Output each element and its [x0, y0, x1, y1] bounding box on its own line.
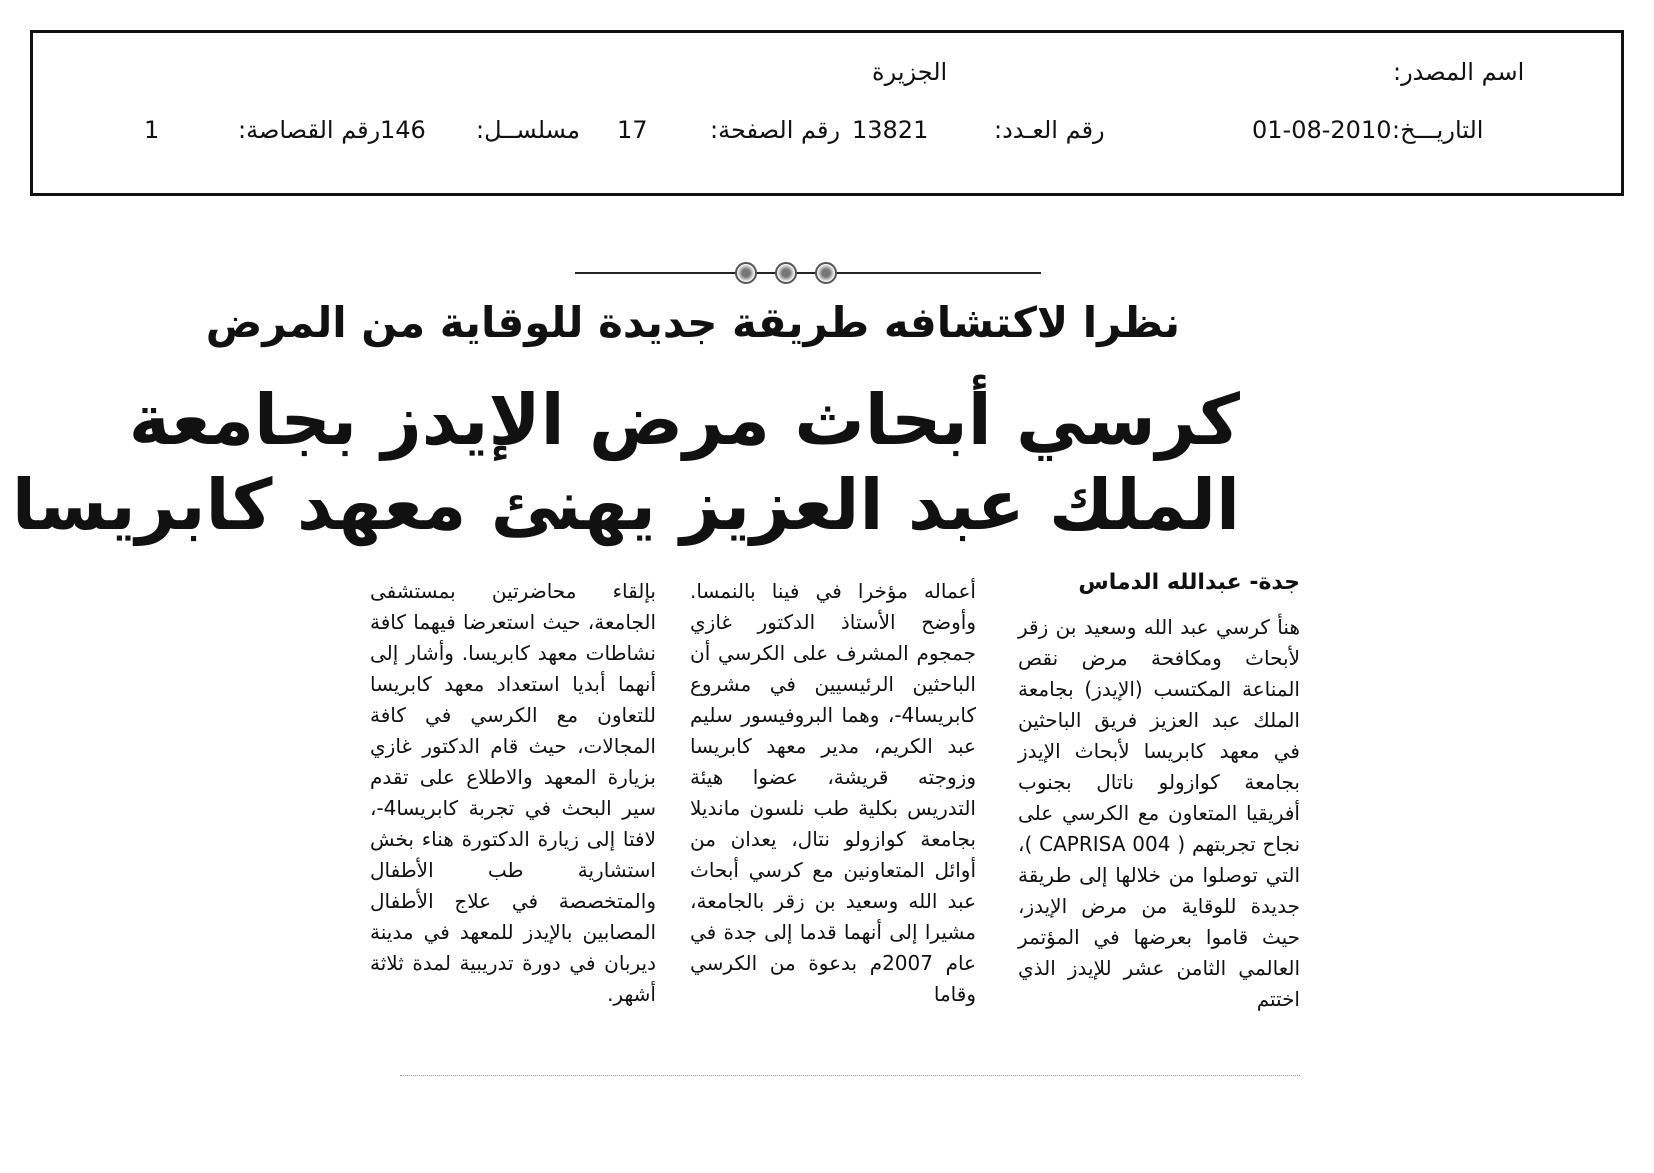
clip-value: 1	[144, 116, 160, 144]
ornament-dot	[735, 262, 757, 284]
article-column-1: هنأ كرسي عبد الله وسعيد بن زقر لأبحاث ومكافحة مرض نقص المناعة المكتسب (الإيدز) بجامعة الملك عبد العزيز فريق الباحثين في معهد كابريسا لأبحاث الإيدز بجامعة كوازولو ناتال بجنوب أفريقيا المتعاون مع الكرسي على نجاح تجربتهم ( CAPRISA 004 )، التي توصلوا من خلالها إلى طريقة جديدة للوقاية من مرض الإيدز، حيث قاموا بعرضها في المؤتمر العالمي الثامن عشر للإيدز الذي اختتم	[1018, 615, 1301, 1011]
article-byline: جدة- عبدالله الدماس	[1078, 570, 1300, 595]
article-kicker: نظرا لاكتشافه طريقة جديدة للوقاية من المرض	[205, 298, 1180, 347]
source-label: اسم المصدر:	[1393, 58, 1525, 86]
article-column-2: أعماله مؤخرا في فينا بالنمسا. وأوضح الأستاذ الدكتور غازي جمجوم المشرف على الكرسي أن الباحثين الرئيسيين في مشروع كابريسا4-، وهما البروفيسور سليم عبد الكريم، مدير معهد كابريسا وزوجته قريشة، عضوا هيئة التدريس بكلية طب نلسون مانديلا بجامعة كوازولو نتال، يعدان من أوائل المتعاونين مع كرسي أبحاث عبد الله وسعيد بن زقر بالجامعة، مشيرا إلى أنهما قدما إلى جدة في عام 2007م بدعوة من الكرسي وقاما	[690, 579, 976, 1006]
page-label: رقم الصفحة:	[710, 116, 841, 144]
page-value: 17	[617, 116, 648, 144]
article-headline-line2: الملك عبد العزيز يهنئ معهد كابريسا	[11, 464, 1240, 546]
date-value: 01-08-2010	[1252, 116, 1392, 144]
bottom-dotted-rule	[400, 1075, 1300, 1076]
clip-label: رقم القصاصة:	[238, 116, 381, 144]
issue-value: 13821	[852, 116, 929, 144]
source-value: الجزيرة	[872, 58, 948, 86]
ornament-dot	[775, 262, 797, 284]
article-headline-line1: كرسي أبحاث مرض الإيدز بجامعة	[128, 379, 1240, 461]
serial-value: 146	[380, 116, 426, 144]
ornament-dot	[815, 262, 837, 284]
article-column-3: بإلقاء محاضرتين بمستشفى الجامعة، حيث استعرضا فيهما كافة نشاطات معهد كابريسا. وأشار إلى أنهما أبديا استعداد معهد كابريسا للتعاون مع الكرسي في كافة المجالات، حيث قام الدكتور غازي بزيارة المعهد والاطلاع على تقدم سير البحث في تجربة كابريسا4-، لافتا إلى زيارة الدكتورة هناء بخش استشارية طب الأطفال والمتخصصة في علاج الأطفال المصابين بالإيدز للمعهد في مدينة ديربان في دورة تدريبية لمدة ثلاثة أشهر.	[370, 579, 656, 1006]
ornament-divider	[575, 258, 1041, 288]
serial-label: مسلســل:	[476, 116, 580, 144]
date-label: التاريـــخ:	[1392, 116, 1484, 144]
issue-label: رقم العـدد:	[994, 116, 1105, 144]
ornament-line	[575, 272, 1041, 274]
header-box	[30, 30, 1624, 196]
